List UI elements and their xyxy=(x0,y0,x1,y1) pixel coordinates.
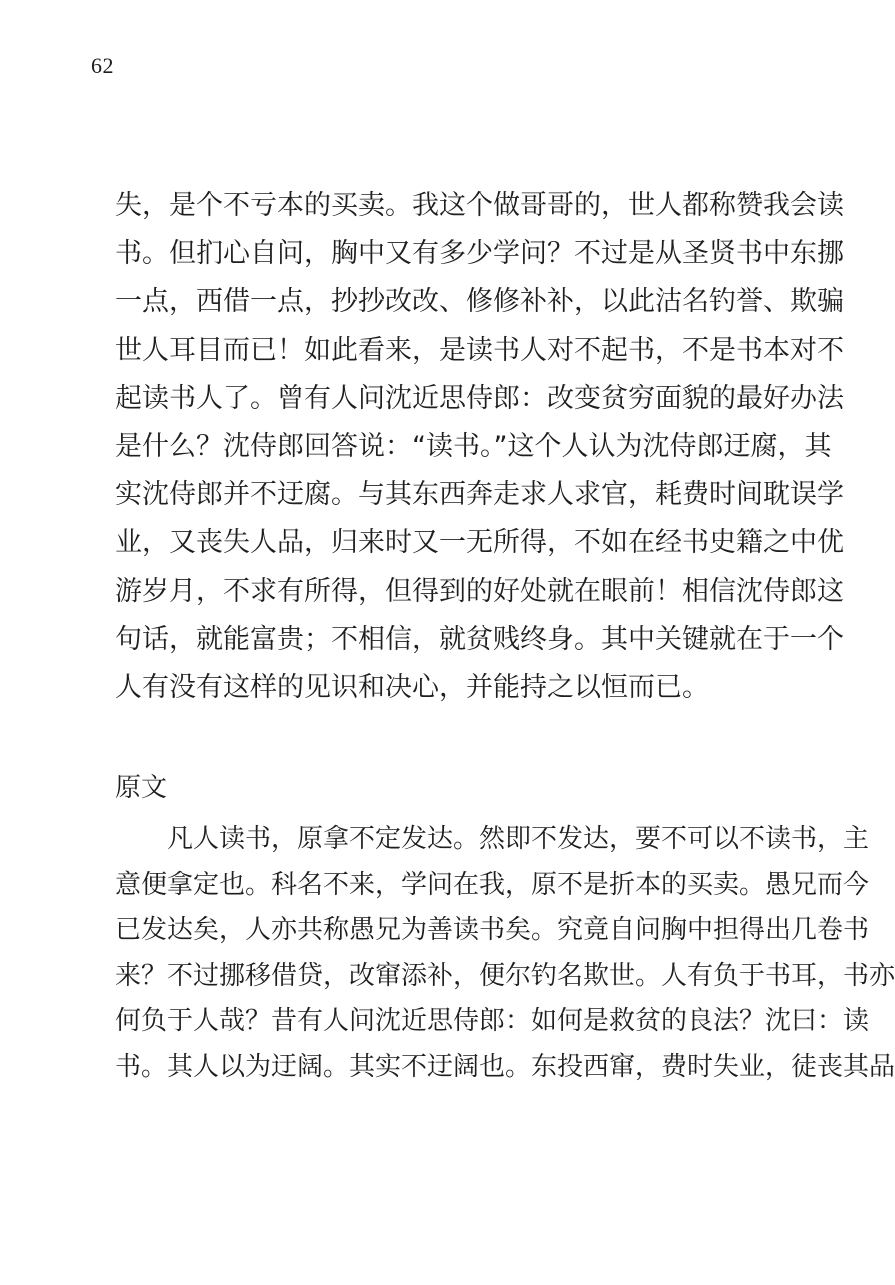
text-line: 游岁月，不求有所得，但得到的好处就在眼前！相信沈侍郎这 xyxy=(115,575,844,607)
text-line: 凡人读书，原拿不定发达。然即不发达，要不可以不读书，主 xyxy=(115,824,870,854)
page-number: 62 xyxy=(91,53,114,78)
text-line: 世人耳目而已！如此看来，是读书人对不起书，不是书本对不 xyxy=(115,334,844,366)
text-line: 书。但扪心自问，胸中又有多少学问？不过是从圣贤书中东挪 xyxy=(115,238,844,270)
text-line: 失，是个不亏本的买卖。我这个做哥哥的，世人都称赞我会读 xyxy=(115,190,844,221)
text-line: 何负于人哉？昔有人问沈近思侍郎：如何是救贫的良法？沈曰：读 xyxy=(115,1006,870,1036)
original-text-paragraph xyxy=(115,817,895,1090)
text-line: 实沈侍郎并不迂腐。与其东西奔走求人求官，耗费时间耽误学 xyxy=(115,479,844,511)
text-line: 业，又丧失人品，归来时又一无所得，不如在经书史籍之中优 xyxy=(115,527,844,559)
text-line: 一点，西借一点，抄抄改改、修修补补，以此沽名钓誉、欺骗 xyxy=(115,286,844,318)
text-line: 已发达矣，人亦共称愚兄为善读书矣。究竟自问胸中担得出几卷书 xyxy=(115,915,870,945)
text-line: 人有没有这样的见识和决心，并能持之以恒而已。 xyxy=(115,672,709,704)
text-line: 句话，就能富贵；不相信，就贫贱终身。其中关键就在于一个 xyxy=(115,623,844,655)
text-line: 意便拿定也。科名不来，学问在我，原不是折本的买卖。愚兄而今 xyxy=(115,869,870,900)
text-line: 来？不过挪移借贷，改窜添补，便尔钓名欺世。人有负于书耳，书亦 xyxy=(115,960,895,991)
text-line: 起读书人了。曾有人问沈近思侍郎：改变贫穷面貌的最好办法 xyxy=(115,382,844,414)
translation-paragraph xyxy=(115,182,844,712)
text-line: 是什么？沈侍郎回答说：“读书。”这个人认为沈侍郎迂腐，其 xyxy=(115,431,832,463)
text-line: 书。其人以为迂阔。其实不迂阔也。东投西窜，费时失业，徒丧其品 xyxy=(115,1051,895,1082)
original-text-heading: 原文 xyxy=(115,773,168,803)
